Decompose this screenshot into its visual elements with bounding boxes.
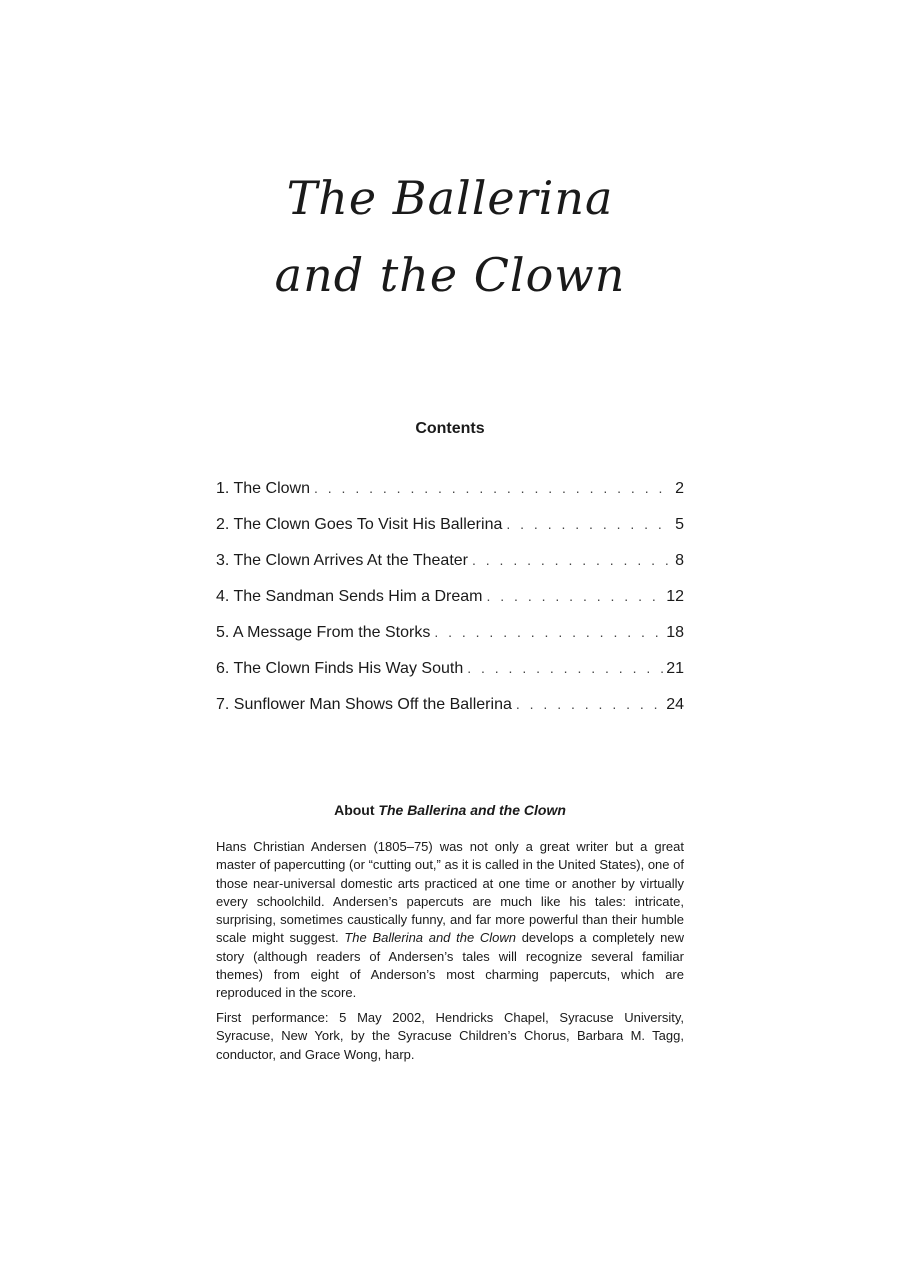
toc-item-page: 5 [675,516,684,533]
toc-item-page: 21 [666,660,684,677]
toc-item [216,516,684,552]
about-heading [216,802,684,818]
toc-item [216,696,684,732]
toc-leader-dots [314,480,673,496]
about-paragraph-text-continued: develops a completely new story (although readers of Andersen’s tales will recognize several familiar themes) from eight of Anderson’s most charming papercuts, which are reproduced in the score. [216,930,685,1001]
toc-item-label: 2. The Clown Goes To Visit His Ballerina [216,516,503,533]
toc-item-label: 1. The Clown [216,480,310,497]
toc-leader-dots [506,516,673,532]
toc-item-label: 7. Sunflower Man Shows Off the Ballerina [216,696,512,713]
first-performance-paragraph: First performance: 5 May 2002, Hendricks Chapel, Syracuse University, Syracuse, New York, by the Syracuse Children’s Chorus, Barbara M. Tagg, conductor, and Grace Wong, harp. [216,1010,684,1062]
about-paragraph-work-title: The Ballerina and the Clown [344,930,516,946]
toc-item [216,660,684,696]
toc-leader-dots [516,696,664,712]
toc-item-page: 18 [666,624,684,641]
toc-item [216,624,684,660]
about-heading-prefix: About [334,802,379,818]
toc-leader-dots [434,624,664,640]
toc-item-page: 24 [666,696,684,713]
about-paragraph-text: Hans Christian Andersen (1805–75) was not only a great writer but a great master of papercutting (or “cutting out,” as it is called in the United States), one of those near-universal domestic arts practiced at one time or another by virtually every schoolchild. Andersen’s papercuts are much like his tales: intricate, surprising, sometimes caustically funny, and far more powerful than their humble scale might suggest. [216,839,684,946]
table-of-contents [216,480,684,732]
title-line-2: and the Clown [274,248,626,302]
toc-item [216,552,684,588]
toc-item [216,588,684,624]
contents-heading: Contents [415,420,485,437]
title-line-1: The Ballerina [286,171,614,225]
toc-item-page: 12 [666,588,684,605]
toc-leader-dots [487,588,665,604]
about-heading-title: The Ballerina and the Clown [378,802,566,818]
toc-item-label: 5. A Message From the Storks [216,624,431,641]
toc-item-page: 2 [675,480,684,497]
toc-leader-dots [472,552,673,568]
toc-item-label: 3. The Clown Arrives At the Theater [216,552,468,569]
toc-item-label: 6. The Clown Finds His Way South [216,660,464,677]
about-paragraph [216,838,684,1003]
toc-leader-dots [467,660,664,676]
toc-item-page: 8 [675,552,684,569]
toc-item [216,480,684,516]
toc-item-label: 4. The Sandman Sends Him a Dream [216,588,483,605]
